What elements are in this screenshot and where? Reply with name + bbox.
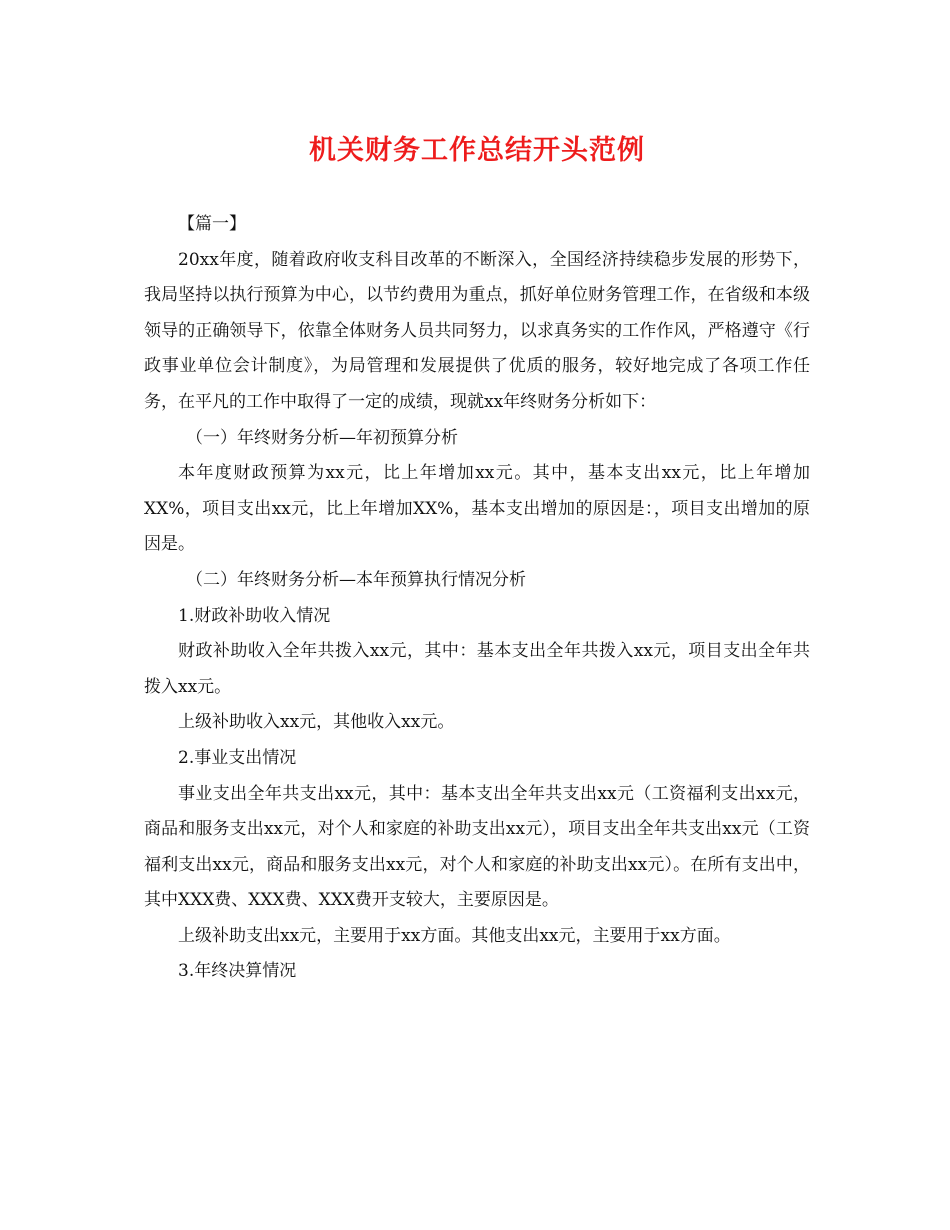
- section-heading-budget-analysis: （一）年终财务分析—年初预算分析: [186, 427, 458, 448]
- intro-paragraph: 20xx年度，随着政府收支科目改革的不断深入，全国经济持续稳步发展的形势下，我局坚持以执行预算为中心，以节约费用为重点，抓好单位财务管理工作，在省级和本级领导的正确领导下，依靠全体财务人员共同努力，以求真务实的工作作风，严格遵守《行政事业单位会计制度》，为局管理和发展提供了优质的服务，较好地完成了各项工作任务，在平凡的工作中取得了一定的成绩，现就xx年终财务分析如下：: [144, 249, 810, 412]
- document-body: [144, 207, 810, 990]
- other-income-paragraph: 上级补助收入xx元，其他收入xx元。: [178, 712, 455, 733]
- subheading-fiscal-subsidy: 1.财政补助收入情况: [178, 605, 331, 626]
- fiscal-subsidy-paragraph: 财政补助收入全年共拨入xx元，其中：基本支出全年共拨入xx元，项目支出全年共拨入xx元。: [144, 641, 810, 697]
- section-label-part-one: 【篇一】: [178, 214, 246, 234]
- subsidy-expenditure-paragraph: 上级补助支出xx元，主要用于xx方面。其他支出xx元，主要用于xx方面。: [178, 925, 731, 946]
- document-title: 机关财务工作总结开头范例: [309, 135, 645, 166]
- section-heading-execution-analysis: （二）年终财务分析—本年预算执行情况分析: [186, 569, 526, 590]
- expenditure-paragraph: 事业支出全年共支出xx元，其中：基本支出全年共支出xx元（工资福利支出xx元，商品和服务支出xx元，对个人和家庭的补助支出xx元），项目支出全年共支出xx元（工资福利支出xx元，商品和服务支出xx元，对个人和家庭的补助支出xx元）。在所有支出中，其中XXX费、XXX费、XXX费开支较大，主要原因是。: [144, 783, 810, 911]
- subheading-final-accounts: 3.年终决算情况: [178, 961, 297, 982]
- subheading-expenditure: 2.事业支出情况: [178, 747, 297, 768]
- document-content: [144, 128, 810, 990]
- budget-paragraph: 本年度财政预算为xx元，比上年增加xx元。其中，基本支出xx元，比上年增加XX%，项目支出xx元，比上年增加XX%，基本支出增加的原因是：，项目支出增加的原因是。: [144, 463, 810, 555]
